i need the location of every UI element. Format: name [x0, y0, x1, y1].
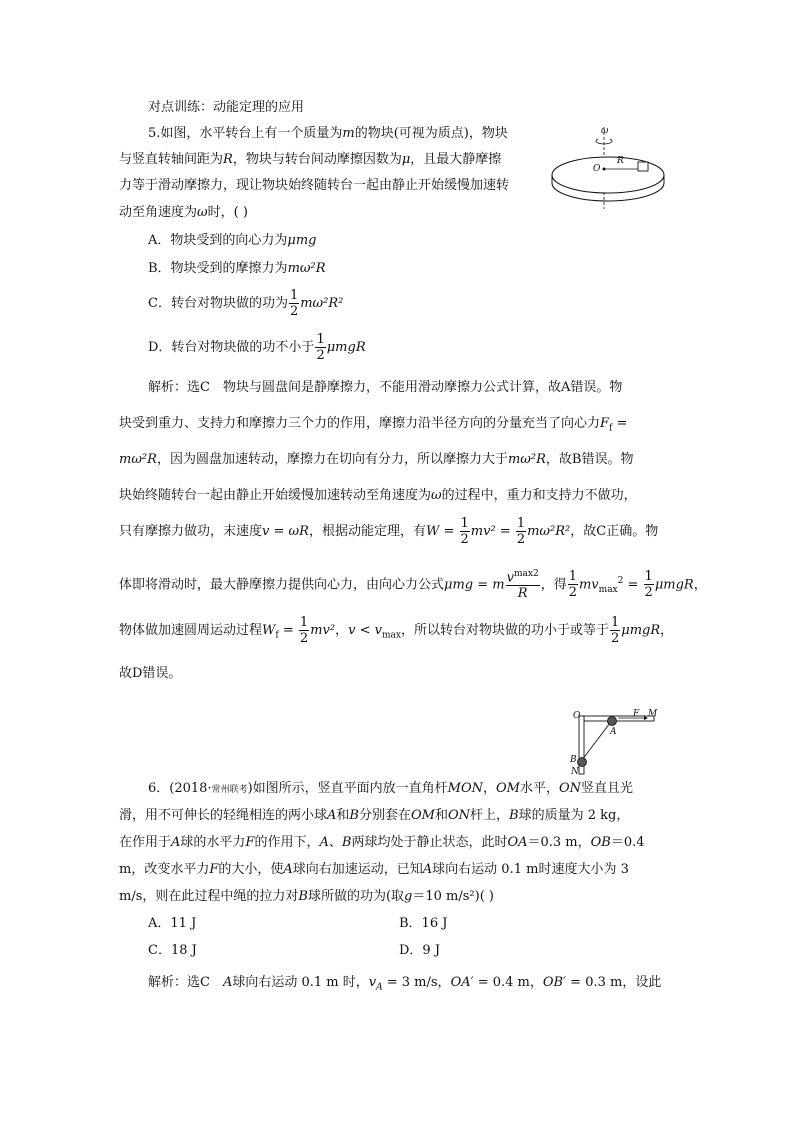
- q5-line-3: 力等于滑动摩擦力，现让物块始终随转台一起由静止开始缓慢加速转: [119, 178, 510, 193]
- section-title: 对点训练：动能定理的应用: [148, 100, 305, 115]
- origin-label: O: [593, 164, 601, 174]
- q5-solution-line-6: 体即将滑动时，最大静摩擦力提供向心力，由向心力公式μmg = m $\frac{v^{max2}}{R}$ ，得 $\frac{1}{2}$ $mv_{max}^2$ = $\frac{1}{2}$ μmgR，: [119, 568, 707, 601]
- fraction-half: $\frac{1}{2}$: [316, 332, 325, 363]
- q6-line-4: m，改变水平力F的大小，使A球向右加速运动，已知A球向右运动 0.1 m时速度大小为 3: [119, 862, 629, 877]
- q5-option-d: D．转台对物块做的功不小于 $\frac{1}{2}$ μmgR: [148, 332, 366, 363]
- omega-label: ω: [601, 126, 609, 136]
- q6-line-3: 在作用于A球的水平力F的作用下，A、B两球均处于静止状态，此时OA＝0.3 m，OB＝0.4: [119, 835, 645, 850]
- rod-label-a: A: [610, 727, 617, 737]
- rod-label-n: N: [571, 767, 579, 777]
- q6-option-d: D．9 J: [399, 943, 441, 958]
- q6-solution-line-1: 解析：选C A球向右运动 0.1 m 时，$v_A = 3$ m/s，OA′ = 0.4 m，OB′ = 0.3 m，设此: [148, 975, 662, 993]
- q6-line-2: 滑，用不可伸长的轻绳相连的两小球A和B分别套在OM和ON杆上，B球的质量为 2 kg，: [119, 808, 630, 823]
- rod-label-o: O: [573, 711, 581, 721]
- q6-line-1: 6．(2018·常州联考)如图所示，竖直平面内放一直角杆MON，OM水平，ON竖直且光: [148, 781, 634, 796]
- q5-solution-line-2: 块受到重力、支持力和摩擦力三个力的作用，摩擦力沿半径方向的分量充当了向心力$F_f$ =: [119, 416, 628, 434]
- q5-option-a: A．物块受到的向心力为μmg: [148, 233, 317, 248]
- q6-option-b: B．16 J: [399, 916, 448, 931]
- q5-solution-line-8: 故D错误。: [119, 666, 182, 681]
- q5-solution-line-7: 物体做加速圆周运动过程$W_f$ = $\frac{1}{2}$ mv²，$v < v_{max}$，所以转台对物块做的功小于或等于 $\frac{1}{2}$ μmgR，: [119, 615, 674, 646]
- q5-line-1: 5.如图，水平转台上有一个质量为m的物块(可视为质点)，物块: [148, 126, 508, 141]
- q5-solution-line-1: 解析：选C 物块与圆盘间是静摩擦力，不能用滑动摩擦力公式计算，故A错误。物: [148, 380, 623, 395]
- q5-option-c: C．转台对物块做的功为 $\frac{1}{2}$ mω²R²: [148, 288, 344, 319]
- q5-option-b: B．物块受到的摩擦力为mω²R: [148, 261, 326, 276]
- q5-solution-line-5: 只有摩擦力做功，末速度v = ωR，根据动能定理，有W = $\frac{1}{2}$ mv² = $\frac{1}{2}$ mω²R²，故C正确。物: [119, 516, 659, 547]
- turntable-figure: [548, 125, 673, 210]
- q5-solution-line-3: mω²R，因为圆盘加速转动，摩擦力在切向有分力，所以摩擦力大于mω²R，故B错误。物: [119, 452, 634, 467]
- rod-label-f: F: [633, 709, 640, 719]
- q6-option-a: A．11 J: [148, 916, 197, 931]
- q6-option-c: C．18 J: [148, 943, 197, 958]
- fraction-half: $\frac{1}{2}$: [289, 288, 299, 319]
- q6-line-5: m/s，则在此过程中绳的拉力对B球所做的功为(取g＝10 m/s²)( ): [119, 889, 494, 904]
- radius-label: R: [617, 156, 624, 166]
- rod-label-m: M: [648, 709, 658, 719]
- q5-line-2: 与竖直转轴间距为R，物块与转台间动摩擦因数为μ，且最大静摩擦: [119, 152, 502, 167]
- q5-line-4: 动至角速度为ω时，( ): [119, 205, 248, 220]
- q5-solution-line-4: 块始终随转台一起由静止开始缓慢加速转动至角速度为ω的过程中，重力和支持力不做功，: [119, 488, 637, 503]
- rod-label-b: B: [570, 755, 577, 765]
